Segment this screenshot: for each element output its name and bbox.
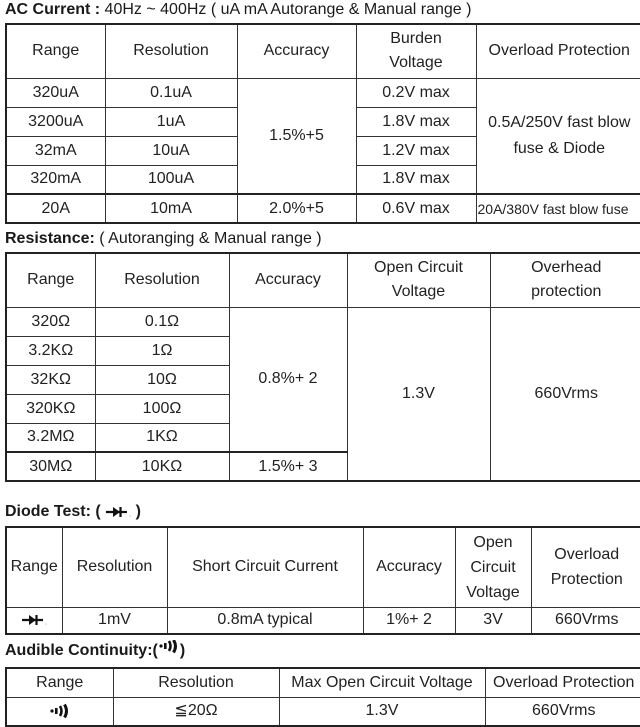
resolution-cell: 1KΩ — [95, 423, 229, 452]
continuity-beeper-icon — [158, 640, 180, 656]
accuracy-cell: 1%+ 2 — [363, 607, 455, 634]
resolution-cell: 1Ω — [95, 336, 229, 365]
resolution-cell: 1mV — [62, 607, 167, 634]
header-short-circuit-current: Short Circuit Current — [167, 527, 363, 607]
header-overhead-protection: Overhead protection — [490, 253, 640, 307]
protection-cell: 20A/380V fast blow fuse — [476, 194, 640, 223]
header-max-open-circuit-voltage: Max Open Circuit Voltage — [279, 668, 485, 697]
range-cell — [6, 697, 113, 726]
ac-current-table — [5, 23, 640, 224]
overload-protection-cell: 660Vrms — [485, 697, 640, 726]
range-cell: 30MΩ — [6, 452, 95, 481]
header-resolution: Resolution — [105, 24, 237, 78]
header-range: Range — [6, 668, 113, 697]
diode-test-title-bold: Diode Test: ( — [5, 503, 101, 520]
resolution-cell: 0.1Ω — [95, 307, 229, 336]
open-circuit-voltage-cell: 1.3V — [347, 307, 490, 481]
protection-cell: 0.5A/250V fast blow fuse & Diode — [476, 78, 640, 194]
range-cell: 20A — [6, 194, 105, 223]
accuracy-cell: 1.5%+5 — [237, 78, 356, 194]
resolution-cell: 0.1uA — [105, 78, 237, 107]
header-accuracy: Accuracy — [229, 253, 347, 307]
table-row — [6, 697, 640, 726]
header-overload-protection: Overload Protection — [476, 24, 640, 78]
header-resolution: Resolution — [95, 253, 229, 307]
resolution-cell: 10mA — [105, 194, 237, 223]
resolution-cell: 1uA — [105, 107, 237, 136]
overload-protection-cell: 660Vrms — [531, 607, 640, 634]
header-open-circuit-voltage: Open Circuit Voltage — [455, 527, 531, 607]
range-cell: 32KΩ — [6, 365, 95, 394]
resistance-table — [5, 252, 640, 482]
continuity-title — [5, 641, 185, 661]
header-resolution: Resolution — [113, 668, 279, 697]
range-cell: 320Ω — [6, 307, 95, 336]
diode-test-table — [5, 526, 640, 635]
burden-cell: 0.6V max — [356, 194, 476, 223]
continuity-title-bold: Audible Continuity:( — [5, 642, 158, 659]
resolution-cell: 100Ω — [95, 394, 229, 423]
accuracy-cell: 0.8%+ 2 — [229, 307, 347, 452]
range-cell: 3200uA — [6, 107, 105, 136]
burden-cell: 1.8V max — [356, 107, 476, 136]
table-row — [6, 194, 640, 223]
accuracy-cell: 1.5%+ 3 — [229, 452, 347, 481]
range-cell: 3.2MΩ — [6, 423, 95, 452]
range-cell: 3.2KΩ — [6, 336, 95, 365]
header-range: Range — [6, 253, 95, 307]
continuity-header-row — [6, 668, 640, 697]
burden-cell: 1.2V max — [356, 136, 476, 165]
header-burden-voltage: Burden Voltage — [356, 24, 476, 78]
diode-icon — [21, 613, 47, 627]
continuity-beeper-icon — [49, 703, 71, 719]
burden-cell: 1.8V max — [356, 165, 476, 194]
continuity-table — [5, 667, 640, 727]
header-range: Range — [6, 527, 62, 607]
burden-cell: 0.2V max — [356, 78, 476, 107]
header-accuracy: Accuracy — [237, 24, 356, 78]
header-overload-protection: Overload Protection — [485, 668, 640, 697]
resolution-cell: ≦20Ω — [113, 697, 279, 726]
header-resolution: Resolution — [62, 527, 167, 607]
resistance-header-row — [6, 253, 640, 307]
diode-test-title-close: ) — [135, 503, 141, 520]
max-open-circuit-voltage-cell: 1.3V — [279, 697, 485, 726]
resistance-title-bold: Resistance: — [5, 230, 95, 247]
diode-header-row — [6, 527, 640, 607]
accuracy-cell: 2.0%+5 — [237, 194, 356, 223]
overhead-protection-cell: 660Vrms — [490, 307, 640, 481]
resolution-cell: 10KΩ — [95, 452, 229, 481]
ac-current-header-row — [6, 24, 640, 78]
ac-current-title-rest: 40Hz ~ 400Hz ( uA mA Autorange & Manual range ) — [100, 1, 472, 18]
resolution-cell: 10uA — [105, 136, 237, 165]
table-row — [6, 607, 640, 634]
range-cell: 320mA — [6, 165, 105, 194]
table-row — [6, 307, 640, 336]
continuity-title-close: ) — [179, 642, 186, 659]
resolution-cell: 10Ω — [95, 365, 229, 394]
header-overload-protection: Overload Protection — [531, 527, 640, 607]
range-cell: 32mA — [6, 136, 105, 165]
range-cell: 320KΩ — [6, 394, 95, 423]
resistance-title-rest: ( Autoranging & Manual range ) — [94, 230, 322, 247]
diode-icon — [105, 505, 131, 519]
ac-current-title-bold: AC Current : — [5, 1, 101, 18]
range-cell: 320uA — [6, 78, 105, 107]
resistance-title — [5, 229, 322, 249]
header-range: Range — [6, 24, 105, 78]
range-cell — [6, 607, 62, 634]
open-circuit-voltage-cell: 3V — [455, 607, 531, 634]
ac-current-title — [5, 0, 471, 20]
table-row — [6, 78, 640, 107]
short-circuit-current-cell: 0.8mA typical — [167, 607, 363, 634]
header-accuracy: Accuracy — [363, 527, 455, 607]
resolution-cell: 100uA — [105, 165, 237, 194]
header-open-circuit-voltage: Open Circuit Voltage — [347, 253, 490, 307]
diode-test-title — [5, 502, 141, 522]
